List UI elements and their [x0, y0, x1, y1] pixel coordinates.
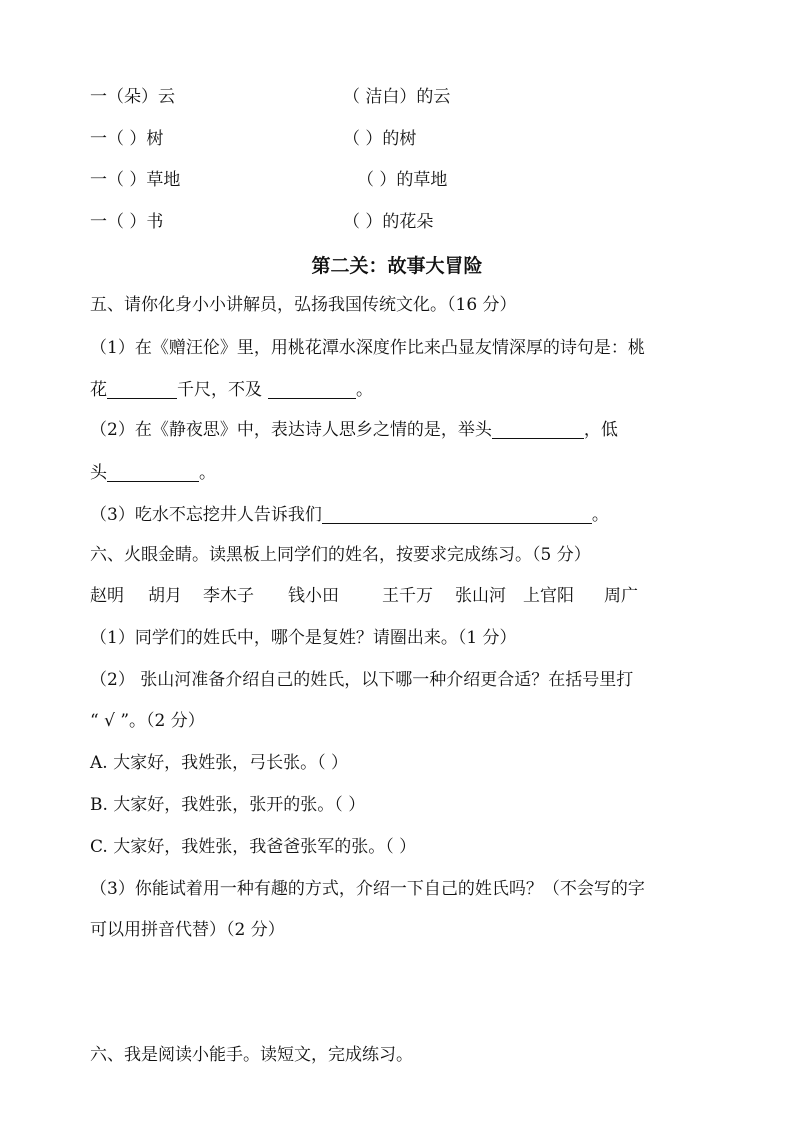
q5-p2-a: （2）在《静夜思》中，表达诗人思乡之情的是，举头 — [90, 420, 492, 440]
answer-blank[interactable] — [107, 463, 199, 482]
q5-part1-line2 — [90, 379, 373, 401]
option-b[interactable]: B. 大家好，我姓张，张开的张。（ ） — [90, 795, 366, 815]
pair-2-left: 一（ ）树 — [90, 129, 164, 149]
q5-p1-b: 千尺，不及 — [177, 380, 262, 400]
q5-part3 — [90, 504, 609, 526]
name-1[interactable]: 赵明 — [90, 586, 124, 606]
q5-p2-c: 头 — [90, 463, 107, 483]
q5-part1-line1: （1）在《赠汪伦》里，用桃花潭水深度作比来凸显友情深厚的诗句是：桃 — [90, 338, 645, 358]
name-6[interactable]: 张山河 — [455, 586, 506, 606]
name-8[interactable]: 周广 — [604, 586, 638, 606]
q5-p2-end: 。 — [199, 463, 216, 483]
pair-3-right: （ ）的草地 — [357, 170, 448, 190]
name-2[interactable]: 胡月 — [148, 586, 182, 606]
pair-2-right: （ ）的树 — [343, 129, 417, 149]
q6-part3-line2: 可以用拼音代替）（2 分） — [90, 920, 285, 940]
q6-part2-line2: “ √ ”。（2 分） — [90, 711, 205, 731]
section-title: 第二关：故事大冒险 — [311, 255, 483, 277]
name-5[interactable]: 王千万 — [382, 586, 433, 606]
pair-1-left: 一（朵）云 — [90, 87, 175, 107]
q5-p3-a: （3）吃水不忘挖井人告诉我们 — [90, 505, 322, 525]
q6-heading: 六、火眼金睛。读黑板上同学们的姓名，按要求完成练习。（5 分） — [90, 545, 591, 565]
q5-part2-line2 — [90, 462, 216, 484]
q6-part2-line1: （2） 张山河准备介绍自己的姓氏，以下哪一种介绍更合适？在括号里打 — [90, 670, 634, 690]
answer-blank[interactable] — [107, 380, 177, 399]
q6-part3-line1: （3）你能试着用一种有趣的方式，介绍一下自己的姓氏吗？（不会写的字 — [90, 879, 645, 899]
pair-4-left: 一（ ）书 — [90, 212, 164, 232]
answer-blank[interactable] — [322, 505, 592, 524]
name-7[interactable]: 上官阳 — [523, 586, 574, 606]
answer-blank[interactable] — [268, 380, 356, 399]
q5-p3-end: 。 — [591, 505, 609, 525]
pair-1-right: （ 洁白）的云 — [343, 87, 451, 107]
q5-p2-b: ，低 — [583, 420, 618, 440]
q5-p1-end: 。 — [356, 380, 373, 400]
option-c[interactable]: C. 大家好，我姓张，我爸爸张军的张。（ ） — [90, 837, 417, 857]
option-a[interactable]: A. 大家好，我姓张，弓长张。（ ） — [90, 753, 348, 773]
q5-part2-line1 — [90, 419, 618, 441]
pair-4-right: （ ）的花朵 — [343, 212, 434, 232]
name-4[interactable]: 钱小田 — [288, 586, 339, 606]
q7-heading: 六、我是阅读小能手。读短文，完成练习。 — [90, 1045, 413, 1065]
answer-blank[interactable] — [492, 420, 584, 439]
q5-p1-a: 花 — [90, 380, 107, 400]
pair-3-left: 一（ ）草地 — [90, 170, 181, 190]
name-3[interactable]: 李木子 — [203, 586, 254, 606]
q5-heading: 五、请你化身小小讲解员，弘扬我国传统文化。（16 分） — [90, 295, 517, 315]
q6-part1: （1）同学们的姓氏中，哪个是复姓？请圈出来。（1 分） — [90, 628, 517, 648]
